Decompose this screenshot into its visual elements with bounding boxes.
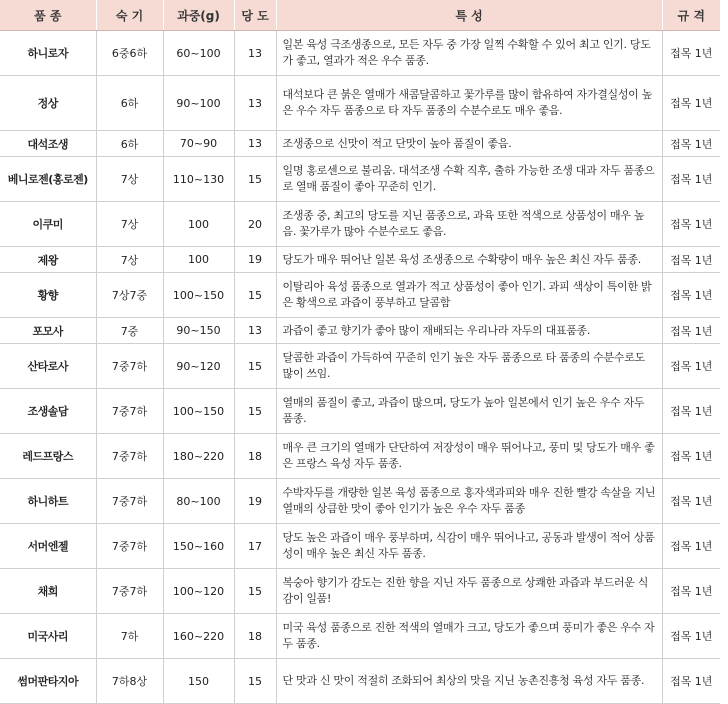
table-row	[0, 434, 720, 479]
spec-value: 접목 1년	[662, 344, 720, 389]
variety-name: 이쿠미	[0, 202, 96, 247]
fruit-weight: 180~220	[163, 434, 234, 479]
variety-description: 과즙이 좋고 향기가 좋아 많이 재배되는 우리나라 자두의 대표품종.	[276, 318, 662, 344]
fruit-weight: 100	[163, 202, 234, 247]
variety-description: 매우 큰 크기의 열매가 단단하여 저장성이 매우 뛰어나고, 풍미 및 당도가 매우 좋은 프랑스 육성 자두 품종.	[276, 434, 662, 479]
ripening-period: 6하	[96, 131, 163, 157]
sugar-content: 13	[234, 318, 276, 344]
spec-value: 접목 1년	[662, 659, 720, 704]
ripening-period: 7중	[96, 318, 163, 344]
table-row	[0, 247, 720, 273]
ripening-period: 7상	[96, 157, 163, 202]
ripening-period: 7상	[96, 202, 163, 247]
ripening-period: 7중7하	[96, 524, 163, 569]
sugar-content: 18	[234, 614, 276, 659]
table-row	[0, 524, 720, 569]
table-row	[0, 318, 720, 344]
ripening-period: 6중6하	[96, 31, 163, 76]
spec-value: 접목 1년	[662, 524, 720, 569]
table-row	[0, 157, 720, 202]
variety-name: 미국사리	[0, 614, 96, 659]
variety-description: 대석보다 큰 붉은 열매가 새콤달콤하고 꽃가루를 많이 함유하여 자가결실성이 높은 우수 자두 품종으로 타 자두 품종의 수분수로도 매우 좋음.	[276, 76, 662, 131]
variety-name: 레드프랑스	[0, 434, 96, 479]
sugar-content: 20	[234, 202, 276, 247]
header-row	[0, 0, 720, 31]
header-spec: 규 격	[662, 0, 720, 31]
fruit-weight: 110~130	[163, 157, 234, 202]
spec-value: 접목 1년	[662, 389, 720, 434]
ripening-period: 7상7중	[96, 273, 163, 318]
spec-value: 접목 1년	[662, 318, 720, 344]
ripening-period: 7중7하	[96, 434, 163, 479]
sugar-content: 19	[234, 247, 276, 273]
variety-name: 채희	[0, 569, 96, 614]
table-row	[0, 569, 720, 614]
table-row	[0, 389, 720, 434]
variety-description: 열매의 품질이 좋고, 과즙이 많으며, 당도가 높아 일본에서 인기 높은 우수 자두 품종.	[276, 389, 662, 434]
variety-description: 복숭아 향기가 감도는 진한 향을 지닌 자두 품종으로 상쾌한 과즙과 부드러운 식감이 일품!	[276, 569, 662, 614]
sugar-content: 15	[234, 157, 276, 202]
ripening-period: 7중7하	[96, 479, 163, 524]
ripening-period: 6하	[96, 76, 163, 131]
fruit-weight: 100~150	[163, 273, 234, 318]
sugar-content: 19	[234, 479, 276, 524]
header-variety: 품 종	[0, 0, 96, 31]
variety-name: 하니하트	[0, 479, 96, 524]
variety-name: 조생솔담	[0, 389, 96, 434]
table-row	[0, 614, 720, 659]
fruit-weight: 100~150	[163, 389, 234, 434]
fruit-weight: 150~160	[163, 524, 234, 569]
spec-value: 접목 1년	[662, 157, 720, 202]
fruit-weight: 80~100	[163, 479, 234, 524]
sugar-content: 13	[234, 131, 276, 157]
spec-value: 접목 1년	[662, 131, 720, 157]
variety-name: 서머엔젤	[0, 524, 96, 569]
sugar-content: 15	[234, 273, 276, 318]
variety-description: 조생종으로 신맛이 적고 단맛이 높아 품질이 좋음.	[276, 131, 662, 157]
variety-description: 당도가 매우 뛰어난 일본 육성 조생종으로 수확량이 매우 높은 최신 자두 품종.	[276, 247, 662, 273]
variety-description: 이탈리아 육성 품종으로 열과가 적고 상품성이 좋아 인기. 과피 색상이 특이한 밝은 황색으로 과즙이 풍부하고 달콤함	[276, 273, 662, 318]
fruit-weight: 70~90	[163, 131, 234, 157]
table-row	[0, 31, 720, 76]
header-ripening: 숙 기	[96, 0, 163, 31]
variety-name: 베니로젠(홍로젠)	[0, 157, 96, 202]
spec-value: 접목 1년	[662, 434, 720, 479]
variety-name: 썸머판타지아	[0, 659, 96, 704]
header-sugar: 당 도	[234, 0, 276, 31]
sugar-content: 15	[234, 389, 276, 434]
fruit-weight: 90~100	[163, 76, 234, 131]
variety-name: 대석조생	[0, 131, 96, 157]
fruit-weight: 60~100	[163, 31, 234, 76]
fruit-weight: 90~120	[163, 344, 234, 389]
fruit-weight: 150	[163, 659, 234, 704]
variety-name: 제왕	[0, 247, 96, 273]
ripening-period: 7하	[96, 614, 163, 659]
ripening-period: 7중7하	[96, 569, 163, 614]
header-features: 특 성	[276, 0, 662, 31]
variety-description: 조생종 중, 최고의 당도를 지닌 품종으로, 과육 또한 적색으로 상품성이 매우 높음. 꽃가루가 많아 수분수로도 좋음.	[276, 202, 662, 247]
sugar-content: 15	[234, 659, 276, 704]
fruit-weight: 100	[163, 247, 234, 273]
spec-value: 접목 1년	[662, 31, 720, 76]
spec-value: 접목 1년	[662, 273, 720, 318]
sugar-content: 13	[234, 31, 276, 76]
variety-name: 정상	[0, 76, 96, 131]
variety-name: 포모사	[0, 318, 96, 344]
sugar-content: 15	[234, 344, 276, 389]
sugar-content: 15	[234, 569, 276, 614]
header-weight: 과중(g)	[163, 0, 234, 31]
table-row	[0, 202, 720, 247]
table-row	[0, 131, 720, 157]
spec-value: 접목 1년	[662, 247, 720, 273]
variety-description: 수박자두를 개량한 일본 육성 품종으로 홍자색과피와 매우 진한 빨강 속살을 지닌 열매의 상큼한 맛이 좋아 인기가 높은 우수 자두 품종	[276, 479, 662, 524]
variety-description: 미국 육성 품종으로 진한 적색의 열매가 크고, 당도가 좋으며 풍미가 좋은 우수 자두 품종.	[276, 614, 662, 659]
table-row	[0, 76, 720, 131]
variety-name: 산타로사	[0, 344, 96, 389]
variety-description: 일본 육성 극조생종으로, 모든 자두 중 가장 일찍 수확할 수 있어 최고 인기. 당도가 좋고, 열과가 적은 우수 품종.	[276, 31, 662, 76]
sugar-content: 18	[234, 434, 276, 479]
spec-value: 접목 1년	[662, 569, 720, 614]
variety-description: 달콤한 과즙이 가득하여 꾸준히 인기 높은 자두 품종으로 타 품종의 수분수로도 많이 쓰임.	[276, 344, 662, 389]
spec-value: 접목 1년	[662, 614, 720, 659]
table-row	[0, 479, 720, 524]
variety-description: 일명 홍로센으로 불리움. 대석조생 수확 직후, 출하 가능한 조생 대과 자두 품종으로 열매 품질이 좋아 꾸준히 인기.	[276, 157, 662, 202]
table-row	[0, 344, 720, 389]
fruit-weight: 160~220	[163, 614, 234, 659]
ripening-period: 7상	[96, 247, 163, 273]
variety-name: 황향	[0, 273, 96, 318]
ripening-period: 7하8상	[96, 659, 163, 704]
ripening-period: 7중7하	[96, 389, 163, 434]
spec-value: 접목 1년	[662, 76, 720, 131]
sugar-content: 17	[234, 524, 276, 569]
spec-value: 접목 1년	[662, 202, 720, 247]
table-row	[0, 659, 720, 704]
sugar-content: 13	[234, 76, 276, 131]
variety-name: 하니로자	[0, 31, 96, 76]
variety-description: 당도 높은 과즙이 매우 풍부하며, 식감이 매우 뛰어나고, 공동과 발생이 적어 상품성이 매우 높은 최신 자두 품종.	[276, 524, 662, 569]
ripening-period: 7중7하	[96, 344, 163, 389]
table-row	[0, 273, 720, 318]
fruit-weight: 90~150	[163, 318, 234, 344]
fruit-weight: 100~120	[163, 569, 234, 614]
spec-value: 접목 1년	[662, 479, 720, 524]
variety-description: 단 맛과 신 맛이 적절히 조화되어 최상의 맛을 지닌 농촌진흥청 육성 자두 품종.	[276, 659, 662, 704]
